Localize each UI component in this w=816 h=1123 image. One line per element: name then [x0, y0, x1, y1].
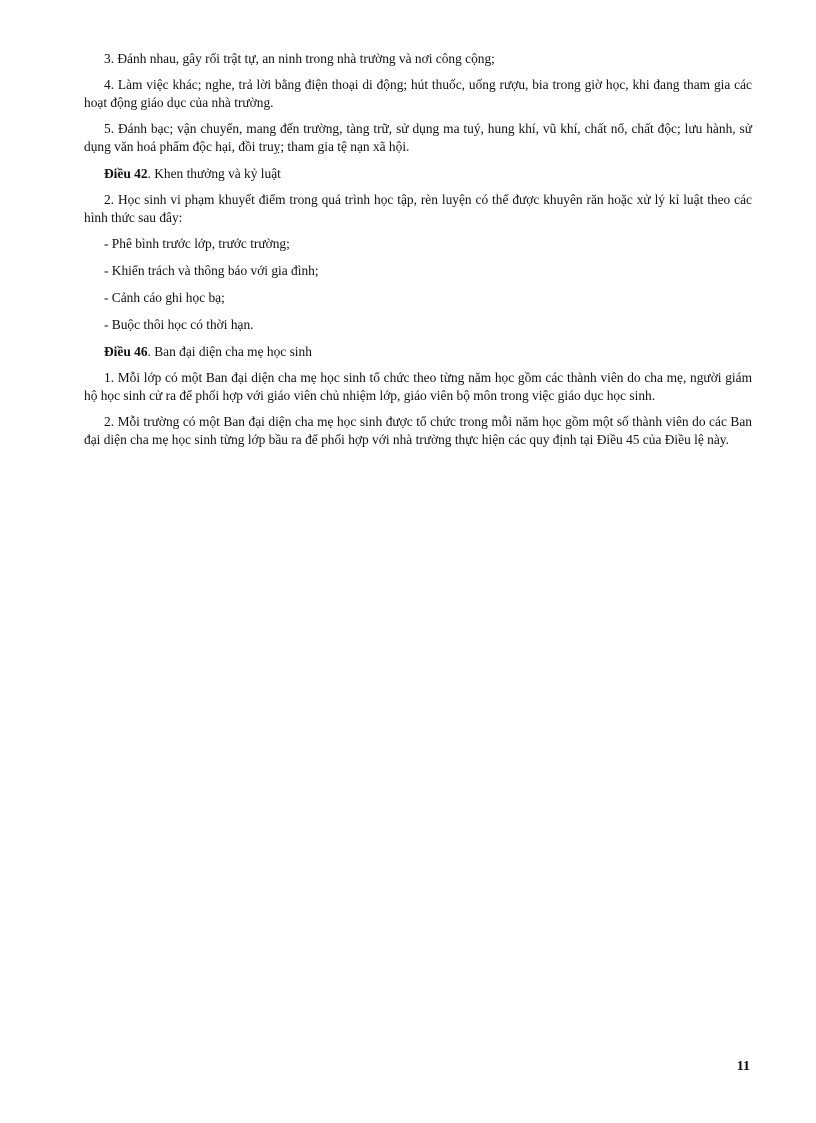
- discipline-form-item: - Cảnh cáo ghi học bạ;: [104, 290, 225, 305]
- discipline-form-item: - Buộc thôi học có thời hạn.: [104, 317, 254, 332]
- document-page: [84, 50, 752, 457]
- article-46-paragraph-1: 1. Mỗi lớp có một Ban đại diện cha mẹ học sinh tổ chức theo từng năm học gồm các thành viên do cha mẹ, người giám hộ học sinh cử ra để phối hợp với giáo viên chủ nhiệm lớp, giáo viên bộ môn trong việc giáo dục học sinh.: [84, 370, 752, 403]
- article-42-heading: [84, 165, 752, 183]
- article-46-title: . Ban đại diện cha mẹ học sinh: [147, 344, 312, 359]
- article-46-paragraph-2: 2. Mỗi trường có một Ban đại diện cha mẹ học sinh được tổ chức trong mỗi năm học gồm một số thành viên do các Ban đại diện cha mẹ học sinh từng lớp bầu ra để phối hợp với nhà trường thực hiện các quy định tại Điều 45 của Điều lệ này.: [84, 414, 752, 447]
- article-46-label: Điều 46: [104, 344, 148, 359]
- rule-5-paragraph: 5. Đánh bạc; vận chuyển, mang đến trường, tàng trữ, sử dụng ma tuý, hung khí, vũ khí, chất nổ, chất độc; lưu hành, sử dụng văn hoá phẩm độc hại, đồi truỵ; tham gia tệ nạn xã hội.: [84, 121, 752, 154]
- discipline-form-item: - Khiển trách và thông báo với gia đình;: [104, 263, 319, 278]
- article-42-title: . Khen thưởng và kỷ luật: [147, 166, 281, 181]
- rule-3-paragraph: 3. Đánh nhau, gây rối trật tự, an ninh trong nhà trường và nơi công cộng;: [104, 51, 495, 66]
- rule-4-paragraph: 4. Làm việc khác; nghe, trả lời bằng điện thoại di động; hút thuốc, uống rượu, bia trong giờ học, khi đang tham gia các hoạt động giáo dục của nhà trường.: [84, 77, 752, 110]
- article-42-paragraph-2: 2. Học sinh vi phạm khuyết điểm trong quá trình học tập, rèn luyện có thể được khuyên răn hoặc xử lý kỉ luật theo các hình thức sau đây:: [84, 192, 752, 225]
- article-42-label: Điều 42: [104, 166, 148, 181]
- article-46-heading: [84, 343, 752, 361]
- discipline-form-item: - Phê bình trước lớp, trước trường;: [104, 236, 290, 251]
- page-number: 11: [736, 1059, 750, 1074]
